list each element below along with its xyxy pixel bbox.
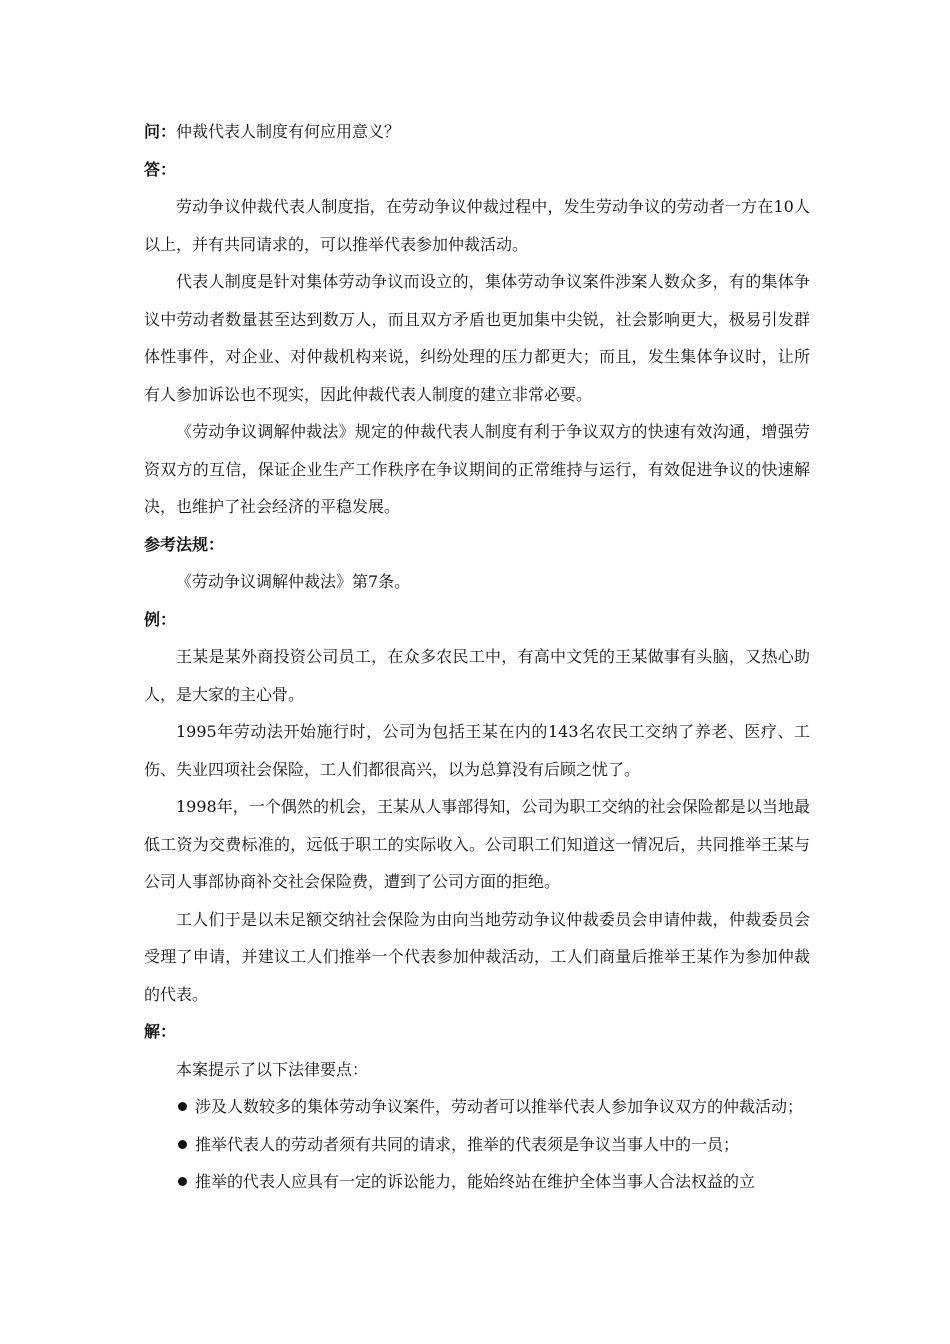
reference-heading: 参考法规： (144, 534, 225, 554)
legal-point-text: 推举代表人的劳动者须有共同的请求，推举的代表须是争议当事人中的一员； (195, 1134, 740, 1154)
legal-point-text: 推举的代表人应具有一定的诉讼能力，能始终站在维护全体当事人合法权益的立 (195, 1172, 756, 1191)
example-paragraph: 1998年，一个偶然的机会，王某从人事部得知，公司为职工交纳的社会保险都是以当地最低工资为交费标准的，远低于职工的实际收入。公司职工们知道这一情况后，共同推举王某与公司人事部协商补交社会保险费，遭到了公司方面的拒绝。 (144, 797, 810, 891)
question-text: 仲裁代表人制度有何应用意义？ (176, 122, 401, 141)
example-heading: 例： (144, 609, 177, 629)
answer-paragraph: 《劳动争议调解仲裁法》规定的仲裁代表人制度有利于争议双方的快速有效沟通，增强劳资双方的互信，保证企业生产工作秩序在争议期间的正常维持与运行，有效促进争议的快速解决，也维护了社会经济的平稳发展。 (144, 422, 810, 516)
example-paragraph: 王某是某外商投资公司员工，在众多农民工中，有高中文凭的王某做事有头脑，又热心助人，是大家的主心骨。 (144, 647, 810, 704)
bullet-icon (178, 1177, 187, 1186)
legal-point (144, 1163, 810, 1201)
bullet-icon (178, 1140, 187, 1149)
example-paragraph: 工人们于是以未足额交纳社会保险为由向当地劳动争议仲裁委员会申请仲裁，仲裁委员会受理了申请，并建议工人们推举一个代表参加仲裁活动，工人们商量后推举王某作为参加仲裁的代表。 (144, 909, 810, 1004)
solution-intro: 本案提示了以下法律要点： (176, 1059, 369, 1079)
question-heading (144, 113, 810, 151)
example-paragraph: 1995年劳动法开始施行时，公司为包括王某在内的143名农民工交纳了养老、医疗、工伤、失业四项社会保险，工人们都很高兴，以为总算没有后顾之忧了。 (144, 722, 810, 779)
answer-paragraph: 代表人制度是针对集体劳动争议而设立的，集体劳动争议案件涉案人数众多，有的集体争议中劳动者数量甚至达到数万人，而且双方矛盾也更加集中尖锐，社会影响更大，极易引发群体性事件，对企业、对仲裁机构来说，纠纷处理的压力都更大；而且，发生集体争议时，让所有人参加诉讼也不现实，因此仲裁代表人制度的建立非常必要。 (144, 272, 810, 404)
legal-point (144, 1126, 810, 1164)
legal-point-text: 涉及人数较多的集体劳动争议案件，劳动者可以推举代表人参加争议双方的仲裁活动； (195, 1097, 804, 1116)
answer-paragraph: 劳动争议仲裁代表人制度指，在劳动争议仲裁过程中，发生劳动争议的劳动者一方在10人以上，并有共同请求的，可以推举代表参加仲裁活动。 (144, 197, 810, 254)
legal-point (144, 1088, 810, 1126)
legal-points-list (144, 1088, 810, 1201)
answer-heading: 答： (144, 159, 177, 179)
bullet-icon (178, 1102, 187, 1111)
reference-paragraph: 《劳动争议调解仲裁法》第7条。 (176, 572, 411, 591)
question-label: 问： (144, 122, 177, 141)
solution-heading: 解： (144, 1022, 177, 1041)
